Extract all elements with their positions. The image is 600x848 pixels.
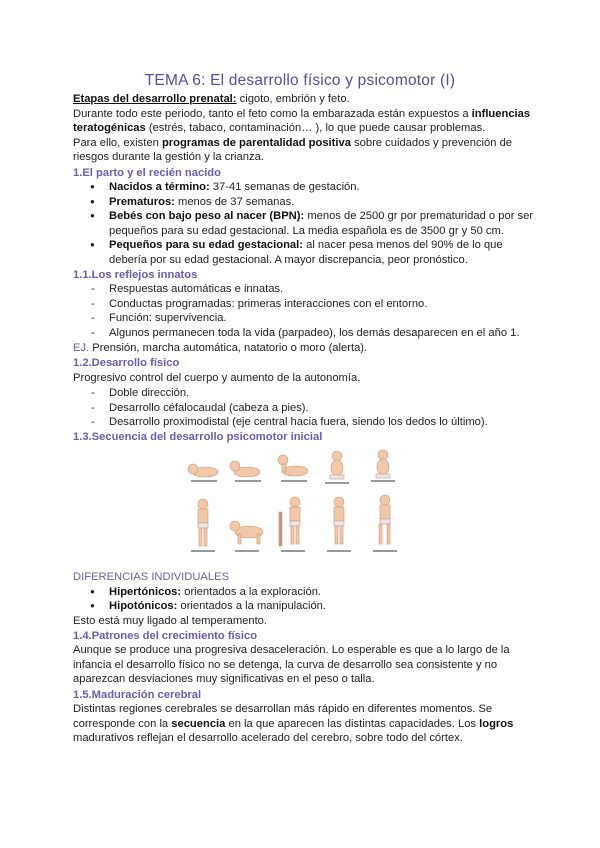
list-item: - Respuestas automáticas e innatas. — [90, 282, 539, 297]
list-item: - Doble dirección. — [90, 386, 539, 401]
list-item — [90, 238, 539, 267]
list-item: - Función: supervivencia. — [90, 311, 539, 326]
section-1-2-title: 1.2.Desarrollo físico — [73, 357, 180, 369]
intro-paragraph-1 — [73, 107, 533, 136]
list-item: - Conductas programadas: primeras interacciones con el entorno. — [90, 297, 539, 312]
intro-p2-bold: programas de parentalidad positiva — [161, 136, 351, 149]
etapas-text: cigoto, embrión y feto. — [239, 93, 350, 105]
example-text: Prensión, marcha automática, natatorio o moro (alerta). — [89, 342, 368, 354]
item-bold: Nacidos a término: — [109, 181, 210, 193]
diferencias-note: Esto está muy ligado al temperamento. — [73, 614, 268, 627]
list-item — [90, 599, 539, 614]
intro-p2-a: Para ello, existen — [73, 136, 162, 149]
item-bold: Hipotónicos: — [109, 600, 178, 613]
item-text: orientados a la manipulación. — [177, 600, 327, 613]
intro-p1-bold: influencias teratogénicas — [73, 107, 531, 135]
list-item — [90, 180, 539, 195]
intro-p1-c: (estrés, tabaco, contaminación… ), lo que puede causar problemas. — [145, 122, 486, 135]
baby-crawl-figure — [230, 521, 263, 544]
baby-chin-up-figure — [230, 461, 260, 477]
section-1-2-text: Progresivo control del cuerpo y aumento de la autonomía. — [73, 372, 361, 384]
section-1-4-title: 1.4.Patrones del crecimiento físico — [73, 629, 258, 642]
list-item — [90, 209, 539, 238]
list-item: - Algunos permanecen toda la vida (parpadeo), los demás desaparecen en el año 1. — [90, 326, 539, 341]
example-label: EJ. — [73, 342, 90, 354]
item-text: menos de 37 semanas. — [174, 195, 295, 208]
baby-lying-figure — [188, 464, 218, 477]
section-1-3-title: 1.3.Secuencia del desarrollo psicomotor inicial — [73, 431, 323, 443]
section-1-5-title: 1.5.Maduración cerebral — [73, 689, 202, 701]
list-item: - Desarrollo céfalocaudal (cabeza a pies). — [90, 401, 539, 416]
psychomotor-sequence-figure — [183, 446, 423, 566]
section-1-1-list — [90, 282, 539, 340]
s15-a: Distintas regiones cerebrales se desarrollan más rápido en diferentes momentos. Se corresponde con la — [73, 703, 493, 730]
intro-p1-a: Durante todo este periodo, tanto el feto como la embarazada están expuestos a — [73, 107, 472, 120]
s15-bold-1: secuencia — [171, 717, 226, 730]
diferencias-title: DIFERENCIAS INDIVIDUALES — [73, 571, 230, 583]
item-text: orientados a la exploración. — [181, 585, 322, 598]
page-title: TEMA 6: El desarrollo físico y psicomotor (I) — [144, 72, 456, 89]
etapas-label: Etapas del desarrollo prenatal: — [73, 93, 237, 105]
section-1-title: 1.El parto y el recién nacido — [73, 167, 221, 179]
item-bold: Pequeños para su edad gestacional: — [109, 239, 303, 252]
example-line — [73, 341, 533, 356]
list-item — [90, 195, 539, 210]
baby-walk-figure — [379, 495, 390, 544]
item-bold: Bebés con bajo peso al nacer (BPN): — [109, 210, 305, 223]
baby-stand-alone-figure — [334, 497, 344, 544]
baby-sit-alone-figure — [376, 450, 390, 478]
baby-chest-up-figure — [278, 455, 308, 476]
section-1-4-text: Aunque se produce una progresiva desaceleración. Lo esperable es que a lo largo de la infancia el desarrollo físico no se detenga, la curva de desarrollo sea consistente y no aparezcan desviaciones muy significativas en el peso o talla. — [73, 644, 510, 686]
item-bold: Prematuros: — [109, 195, 175, 208]
section-1-2-list — [90, 386, 539, 430]
baby-furniture-figure — [279, 497, 300, 546]
section-1-list — [90, 180, 539, 268]
item-text: menos de 2500 gr por prematuridad o por ser pequeños para su edad gestacional. La media española es de 3500 gr y 50 cm. — [109, 210, 534, 237]
baby-sit-support-figure — [330, 451, 344, 479]
section-1-5-text — [73, 702, 533, 746]
item-text: 37-41 semanas de gestación. — [209, 181, 360, 193]
list-item — [90, 585, 539, 600]
diferencias-list — [90, 585, 539, 614]
s15-bold-2: logros — [479, 717, 514, 730]
item-text: al nacer pesa menos del 90% de lo que debería por su edad gestacional. A mayor discrepancia, peor pronóstico. — [109, 239, 503, 266]
baby-stand-help-figure — [198, 499, 208, 546]
list-item: - Desarrollo proximodistal (eje central hacia fuera, siendo los dedos lo último). — [90, 415, 539, 430]
item-bold: Hipertónicos: — [109, 585, 182, 598]
intro-p2-c: sobre cuidados y prevención de riesgos durante la gestión y la crianza. — [73, 136, 513, 164]
s15-c: en la que aparecen las distintas capacidades. Los — [225, 717, 480, 730]
intro-paragraph-2 — [73, 136, 533, 165]
s15-e: madurativos reflejan el desarrollo acelerado del cerebro, sobre todo del córtex. — [73, 732, 463, 745]
section-1-1-title: 1.1.Los reflejos innatos — [73, 269, 198, 281]
etapas-line — [73, 92, 533, 107]
